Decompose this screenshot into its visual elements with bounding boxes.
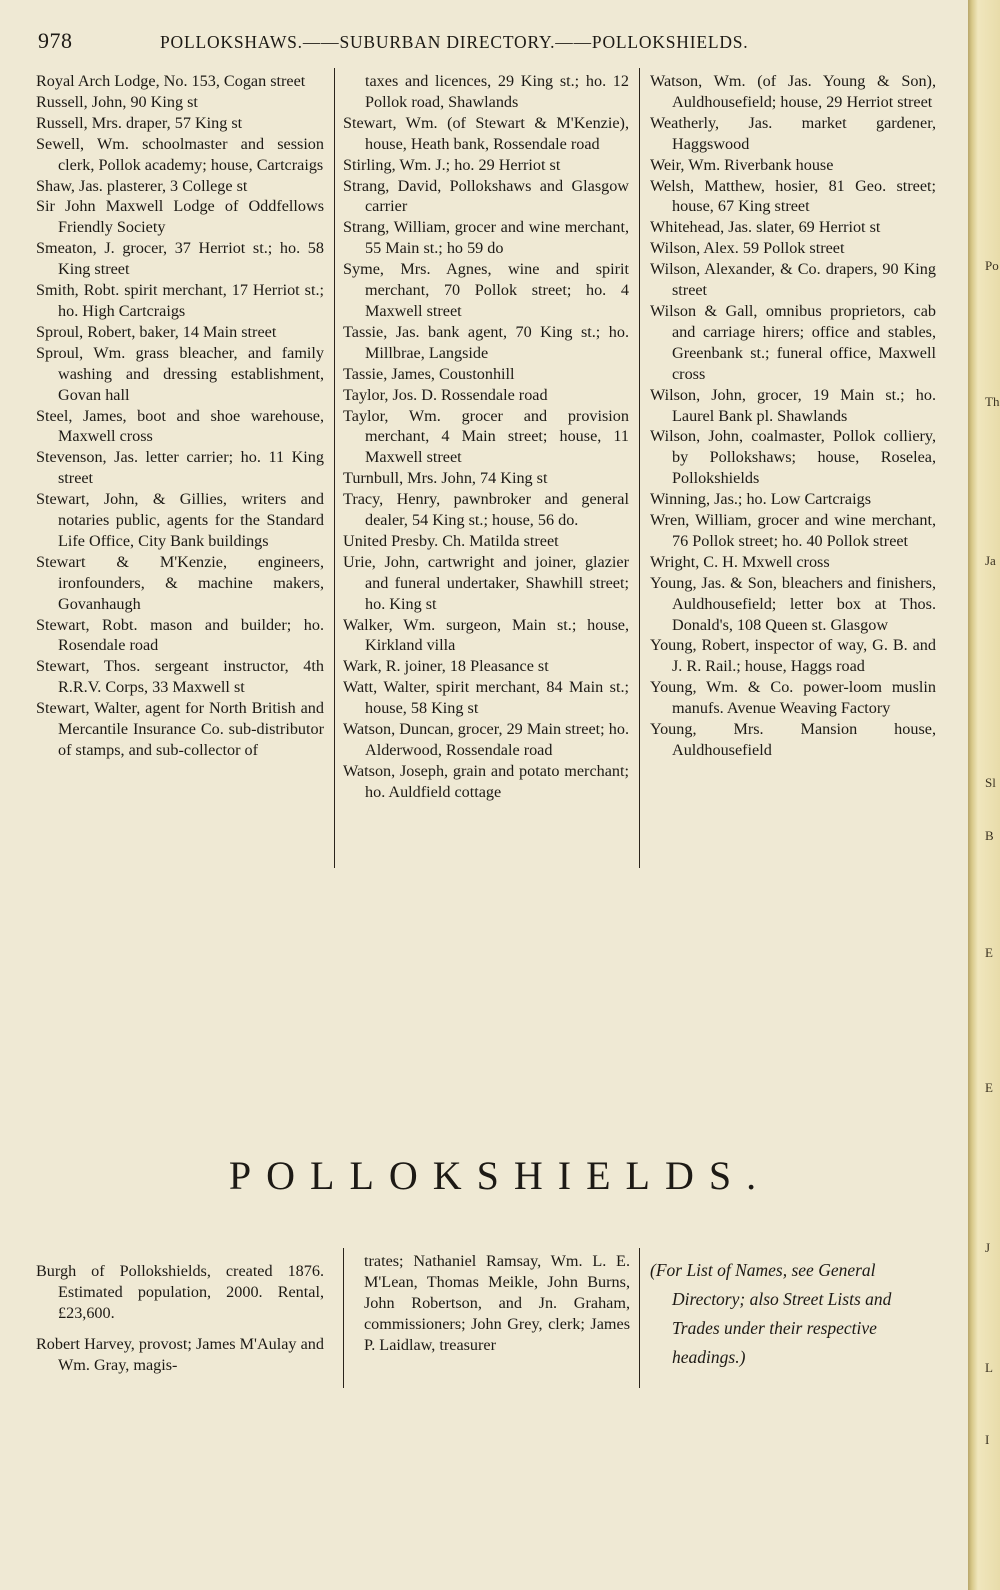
directory-entry: Shaw, Jas. plasterer, 3 College st <box>36 176 248 195</box>
directory-entry: Watson, Joseph, grain and potato merchant; ho. Auldfield cottage <box>343 761 629 801</box>
directory-entry: Wilson, John, grocer, 19 Main st.; ho. Laurel Bank pl. Shawlands <box>650 385 936 425</box>
directory-entry: Stevenson, Jas. letter carrier; ho. 11 King street <box>36 448 324 488</box>
directory-entry: Stewart, Thos. sergeant instructor, 4th R.R.V. Corps, 33 Maxwell st <box>36 657 324 697</box>
directory-entry: Wilson, John, coalmaster, Pollok colliery, by Pollokshaws; house, Roselea, Pollokshields <box>650 427 936 488</box>
directory-entry: Taylor, Wm. grocer and provision merchant, 4 Main street; house, 11 Maxwell street <box>343 406 629 467</box>
directory-entry: United Presby. Ch. Matilda street <box>343 531 559 550</box>
column-rule <box>639 1248 640 1388</box>
edge-letter: Ja <box>985 553 996 568</box>
edge-letter: Sl <box>985 775 996 790</box>
section-column-1 <box>36 1261 324 1386</box>
directory-entry: Winning, Jas.; ho. Low Cartcraigs <box>650 490 871 509</box>
edge-letter: I <box>985 1432 990 1447</box>
directory-entry: Smeaton, J. grocer, 37 Herriot st.; ho. 58 King street <box>36 239 324 279</box>
directory-entry: Sewell, Wm. schoolmaster and session clerk, Pollok academy; house, Cartcraigs <box>36 134 324 174</box>
directory-entry: Stewart & M'Kenzie, engineers, ironfounders, & machine makers, Govanhaugh <box>36 552 324 613</box>
directory-entry: Taylor, Jos. D. Rossendale road <box>343 385 548 404</box>
column-rule <box>334 68 335 868</box>
directory-entry: Welsh, Matthew, hosier, 81 Geo. street; house, 67 King street <box>650 176 936 216</box>
directory-entry: Weir, Wm. Riverbank house <box>650 155 834 174</box>
directory-entry: Sproul, Robert, baker, 14 Main street <box>36 322 277 341</box>
directory-entry: Tracy, Henry, pawnbroker and general dealer, 54 King st.; house, 56 do. <box>343 490 629 530</box>
directory-entry: Young, Robert, inspector of way, G. B. and J. R. Rail.; house, Haggs road <box>650 636 936 676</box>
edge-letter: Th <box>985 394 1000 409</box>
directory-entry: Young, Wm. & Co. power-loom muslin manufs. Avenue Weaving Factory <box>650 678 936 718</box>
directory-entry: Wren, William, grocer and wine merchant, 76 Pollok street; ho. 40 Pollok street <box>650 511 936 550</box>
directory-entry: Tassie, Jas. bank agent, 70 King st.; ho. Millbrae, Langside <box>343 322 629 362</box>
directory-entry: Wright, C. H. Mxwell cross <box>650 552 830 571</box>
directory-entry: Russell, Mrs. draper, 57 King st <box>36 113 243 132</box>
directory-entry: Young, Mrs. Mansion house, Auldhousefield <box>650 720 936 759</box>
directory-entry: taxes and licences, 29 King st.; ho. 12 Pollok road, Shawlands <box>365 72 629 111</box>
directory-entry: Stirling, Wm. J.; ho. 29 Herriot st <box>343 155 561 174</box>
directory-entry: Stewart, Robt. mason and builder; ho. Rosendale road <box>36 615 324 655</box>
directory-entry: Whitehead, Jas. slater, 69 Herriot st <box>650 218 881 237</box>
directory-entry: Watt, Walter, spirit merchant, 84 Main st.; house, 58 King st <box>343 678 629 718</box>
directory-entry: Weatherly, Jas. market gardener, Haggswood <box>650 113 936 153</box>
burgh-info: Burgh of Pollokshields, created 1876. Estimated population, 2000. Rental, £23,600. <box>36 1262 324 1322</box>
section-heading: POLLOKSHIELDS. <box>228 1153 772 1198</box>
edge-letter: L <box>985 1360 993 1375</box>
edge-letter: Po <box>985 258 999 273</box>
directory-entry: Strang, William, grocer and wine merchant, 55 Main st.; ho 59 do <box>343 218 629 258</box>
directory-entry: Watson, Duncan, grocer, 29 Main street; ho. Alderwood, Rossendale road <box>343 720 629 759</box>
directory-entry: Watson, Wm. (of Jas. Young & Son), Auldhousefield; house, 29 Herriot street <box>650 72 936 111</box>
directory-entry: Urie, John, cartwright and joiner, glazier and funeral undertaker, Shawhill street; ho. King st <box>343 552 629 613</box>
directory-entry: Tassie, James, Coustonhill <box>343 364 515 383</box>
directory-column-2 <box>343 71 629 803</box>
directory-column-3 <box>650 71 936 761</box>
directory-entry: Wilson & Gall, omnibus proprietors, cab and carriage hirers; office and stables, Greenbank st.; funeral office, Maxwell cross <box>650 301 936 383</box>
directory-entry: Strang, David, Pollokshaws and Glasgow carrier <box>343 176 629 216</box>
edge-letter: E <box>985 1080 993 1095</box>
edge-letter: E <box>985 945 993 960</box>
column-rule <box>343 1248 344 1388</box>
edge-letter: J <box>985 1240 991 1255</box>
directory-entry: Young, Jas. & Son, bleachers and finishers, Auldhousefield; letter box at Thos. Donald's, 108 Queen st. Glasgow <box>650 573 936 634</box>
directory-entry: Walker, Wm. surgeon, Main st.; house, Kirkland villa <box>343 615 629 655</box>
page-header <box>38 28 838 58</box>
directory-entry: Stewart, Wm. (of Stewart & M'Kenzie), house, Heath bank, Rossendale road <box>343 113 629 153</box>
directory-entry: Smith, Robt. spirit merchant, 17 Herriot st.; ho. High Cartcraigs <box>36 281 324 320</box>
officials-text: Robert Harvey, provost; James M'Aulay and Wm. Gray, magis- <box>36 1334 324 1374</box>
directory-entry: Royal Arch Lodge, No. 153, Cogan street <box>36 72 306 90</box>
directory-entry: Stewart, Walter, agent for North British and Mercantile Insurance Co. sub-distributor of stamps, and sub-collector of <box>36 699 324 759</box>
section-column-3 <box>650 1256 940 1372</box>
directory-column-1 <box>36 71 324 761</box>
directory-entry: Steel, James, boot and shoe warehouse, Maxwell cross <box>36 406 324 446</box>
running-title: POLLOKSHAWS.——SUBURBAN DIRECTORY.——POLLOKSHIELDS. <box>160 32 749 52</box>
directory-entry: Syme, Mrs. Agnes, wine and spirit merchant, 70 Pollok street; ho. 4 Maxwell street <box>343 260 629 320</box>
adjacent-page-edge <box>968 0 1000 1590</box>
directory-entry: Sproul, Wm. grass bleacher, and family washing and dressing establishment, Govan hall <box>36 343 324 404</box>
section-column-2 <box>364 1251 630 1366</box>
directory-entry: Wark, R. joiner, 18 Pleasance st <box>343 657 549 676</box>
column-rule <box>639 68 640 868</box>
directory-entry: Sir John Maxwell Lodge of Oddfellows Friendly Society <box>36 197 324 237</box>
directory-entry: Wilson, Alexander, & Co. drapers, 90 King street <box>650 260 936 300</box>
directory-entry: Russell, John, 90 King st <box>36 92 198 111</box>
officials-text-continued: trates; Nathaniel Ramsay, Wm. L. E. M'Lean, Thomas Meikle, John Burns, John Robertson, and Jn. Graham, commissioners; John Grey, clerk; James P. Laidlaw, treasurer <box>364 1252 630 1354</box>
edge-letter: B <box>985 828 994 843</box>
directory-entry: Wilson, Alex. 59 Pollok street <box>650 239 845 258</box>
cross-reference-note: (For List of Names, see General Directory; also Street Lists and Trades under their respective headings.) <box>650 1260 892 1367</box>
directory-entry: Stewart, John, & Gillies, writers and notaries public, agents for the Standard Life Office, City Bank buildings <box>36 490 324 550</box>
page-number: 978 <box>38 28 73 53</box>
directory-entry: Turnbull, Mrs. John, 74 King st <box>343 469 548 488</box>
